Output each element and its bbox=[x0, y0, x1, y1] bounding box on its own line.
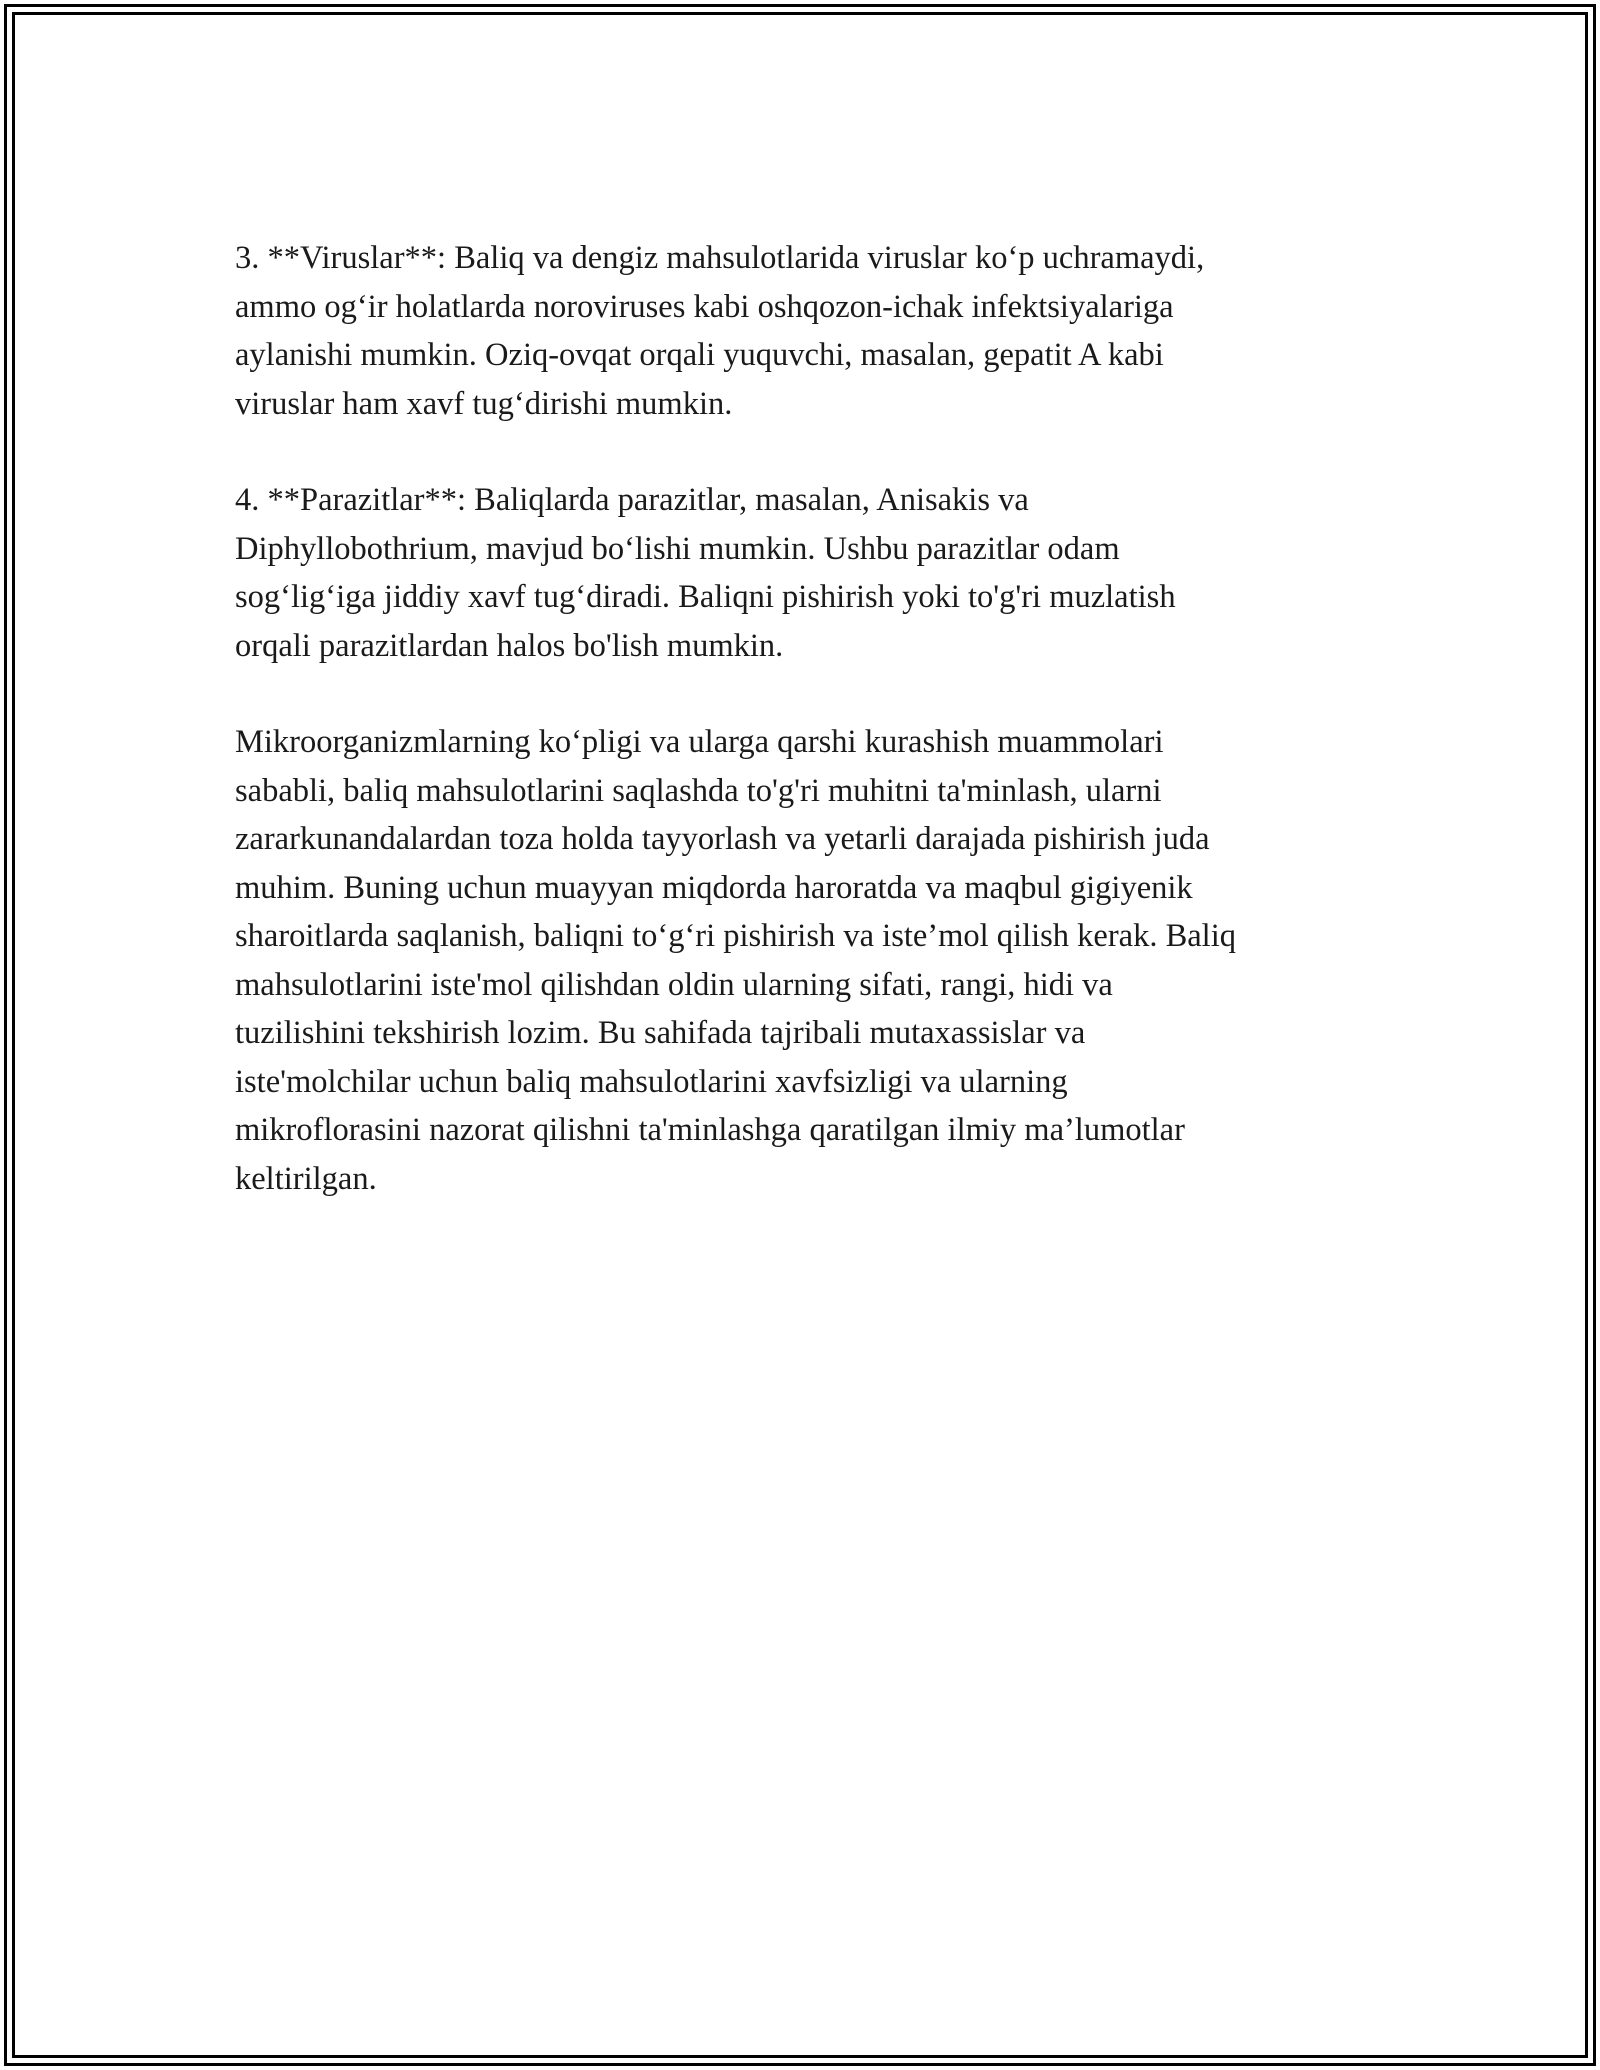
text-line: sababli, baliq mahsulotlarini saqlashda to'g'ri muhitni ta'minlash, ularni bbox=[235, 772, 1162, 809]
text-line: ammo og‘ir holatlarda noroviruses kabi oshqozon-ichak infektsiyalariga bbox=[235, 288, 1174, 325]
text-line: 3. **Viruslar**: Baliq va dengiz mahsulotlarida viruslar ko‘p uchramaydi, bbox=[235, 240, 1205, 276]
text-line: zararkunandalardan toza holda tayyorlash va yetarli darajada pishirish juda bbox=[235, 821, 1210, 857]
text-line: mikroflorasini nazorat qilishni ta'minlashga qaratilgan ilmiy ma’lumotlar bbox=[235, 1112, 1185, 1148]
document-body bbox=[235, 234, 1375, 1251]
text-line: mahsulotlarini iste'mol qilishdan oldin ularning sifati, rangi, hidi va bbox=[235, 966, 1113, 1003]
paragraph-conclusion bbox=[235, 718, 1375, 1203]
text-line: aylanishi mumkin. Oziq-ovqat orqali yuquvchi, masalan, gepatit A kabi bbox=[235, 337, 1164, 373]
paragraph-viruses bbox=[235, 234, 1375, 428]
text-line: iste'molchilar uchun baliq mahsulotlarini xavfsizligi va ularning bbox=[235, 1063, 1068, 1100]
text-line: keltirilgan. bbox=[235, 1160, 377, 1197]
text-line: tuzilishini tekshirish lozim. Bu sahifada tajribali mutaxassislar va bbox=[235, 1015, 1086, 1051]
paragraph-parasites bbox=[235, 476, 1375, 670]
text-line: Mikroorganizmlarning ko‘pligi va ularga qarshi kurashish muammolari bbox=[235, 724, 1164, 760]
text-line: orqali parazitlardan halos bo'lish mumkin. bbox=[235, 627, 784, 664]
text-line: Diphyllobothrium, mavjud bo‘lishi mumkin. Ushbu parazitlar odam bbox=[235, 530, 1120, 567]
text-line: sharoitlarda saqlanish, baliqni to‘g‘ri pishirish va iste’mol qilish kerak. Baliq bbox=[235, 918, 1236, 954]
text-line: muhim. Buning uchun muayyan miqdorda haroratda va maqbul gigiyenik bbox=[235, 869, 1193, 906]
text-line: viruslar ham xavf tug‘dirishi mumkin. bbox=[235, 385, 733, 422]
text-line: sog‘lig‘iga jiddiy xavf tug‘diradi. Baliqni pishirish yoki to'g'ri muzlatish bbox=[235, 579, 1176, 615]
text-line: 4. **Parazitlar**: Baliqlarda parazitlar, masalan, Anisakis va bbox=[235, 482, 1029, 518]
